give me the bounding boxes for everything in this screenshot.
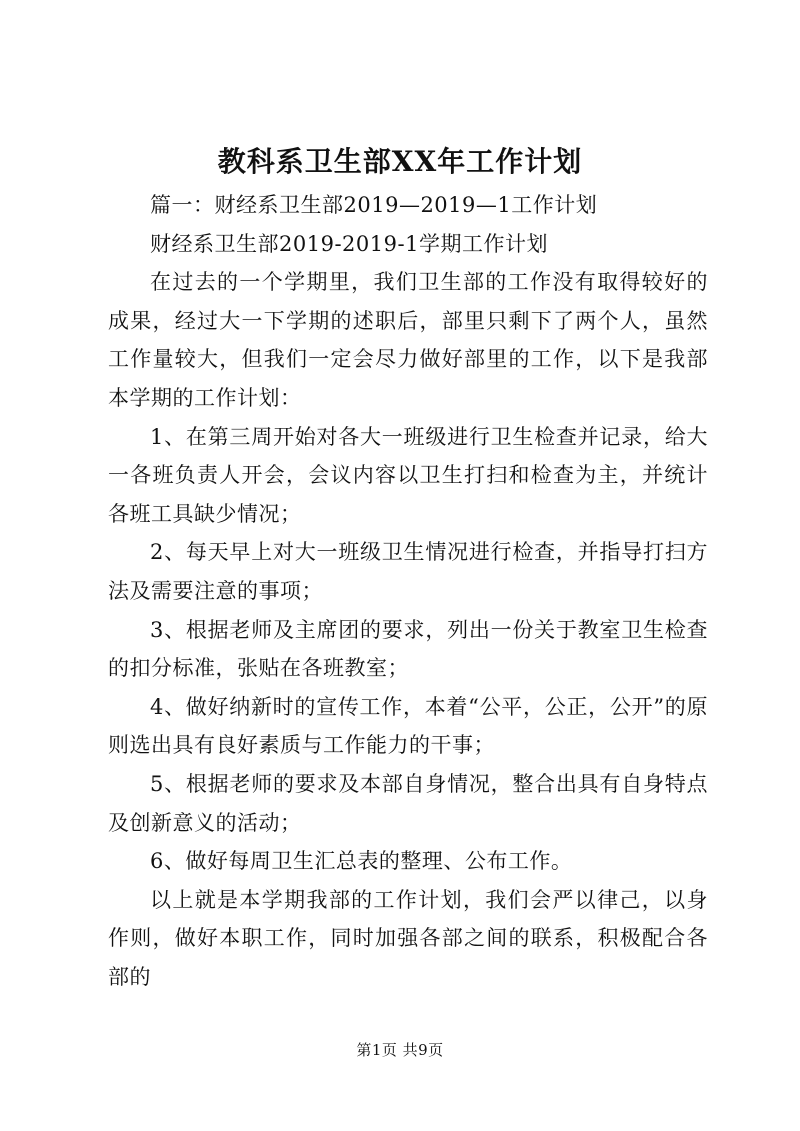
paragraph: 3、根据老师及主席团的要求，列出一份关于教室卫生检查的扣分标准，张贴在各班教室； — [108, 617, 708, 681]
paragraph: 1、在第三周开始对各大一班级进行卫生检查并记录，给大一各班负责人开会，会议内容以卫生打扫和检查为主，并统计各班工具缺少情况； — [108, 424, 708, 526]
paragraph: 在过去的一个学期里，我们卫生部的工作没有取得较好的成果，经过大一下学期的述职后，部里只剩下了两个人，虽然工作量较大，但我们一定会尽力做好部里的工作，以下是我部本学期的工作计划： — [108, 270, 708, 410]
document-body — [108, 186, 708, 996]
document-title: 教科系卫生部XX年工作计划 — [217, 145, 583, 178]
paragraph: 财经系卫生部2019-2019-1学期工作计划 — [150, 231, 548, 256]
paragraph: 5、根据老师的要求及本部自身情况，整合出具有自身特点及创新意义的活动； — [108, 771, 708, 835]
paragraph: 6、做好每周卫生汇总表的整理、公布工作。 — [150, 849, 573, 874]
page-number-footer: 第1页 共9页 — [356, 1041, 444, 1059]
paragraph: 以上就是本学期我部的工作计划，我们会严以律己，以身作则，做好本职工作，同时加强各部之间的联系，积极配合各部的 — [108, 887, 708, 989]
paragraph: 篇一：财经系卫生部2019—2019—1工作计划 — [150, 193, 598, 217]
paragraph: 4、做好纳新时的宣传工作，本着“公平，公正，公开”的原则选出具有良好素质与工作能力的干事； — [108, 694, 708, 758]
paragraph: 2、每天早上对大一班级卫生情况进行检查，并指导打扫方法及需要注意的事项； — [108, 540, 708, 603]
